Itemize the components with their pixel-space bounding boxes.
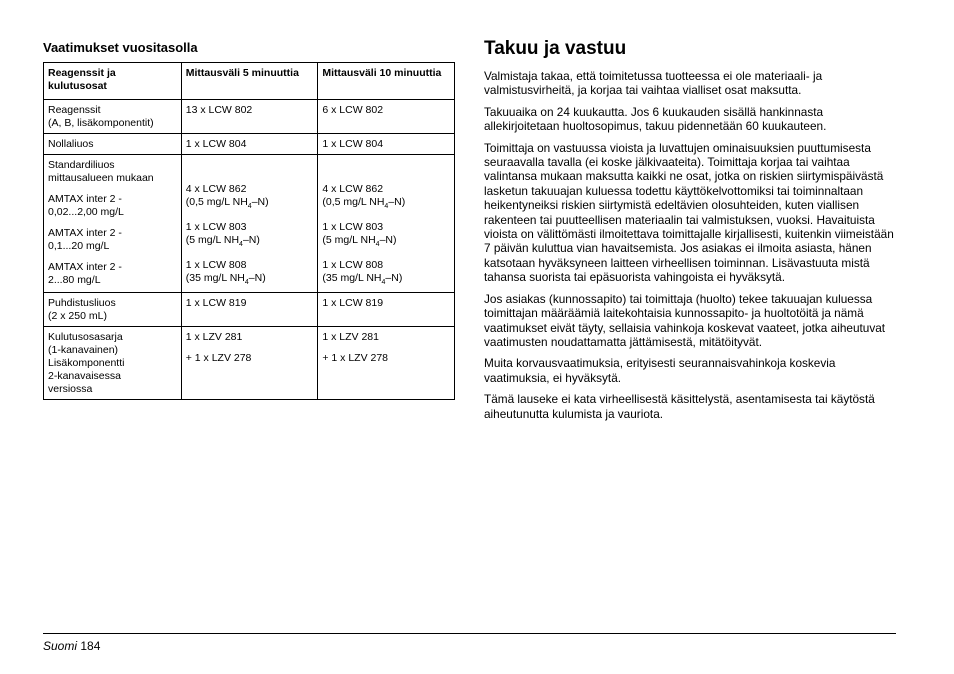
cell-line: (1-kanavainen) [48,344,119,357]
cell-line: 0,02...2,00 mg/L [48,206,124,218]
spacer [322,344,450,352]
cell-line: + 1 x LZV 278 [185,352,252,365]
cell-line: 4 x LCW 862 [322,183,384,195]
cell-line: 1 x LCW 819 [322,297,384,310]
table-cell [318,100,455,134]
spacer [322,167,450,175]
spacer [186,167,314,175]
cell-line: 1 x LCW 803 [322,221,384,234]
table-cell [318,293,455,327]
cell-line: 1 x LCW 804 [322,138,384,150]
table-cell [44,327,182,400]
cell-line: (0,5 mg/L $NH_4-N$) [185,196,269,211]
cell-line: 2-kanavaisessa [48,370,121,383]
cell-line: Standardiliuos [48,159,115,171]
table-cell [181,327,318,400]
table-cell [181,293,318,327]
cell-line: 1 x LCW 804 [185,138,247,150]
table-row [44,293,455,327]
cell-line: Reagenssit [48,104,101,116]
table-cell [181,100,318,134]
cell-line: Kulutusosasarja [48,331,123,344]
table-row [44,100,455,134]
cell-line: (2 x 250 mL) [48,310,107,323]
table-cell [318,134,455,155]
table-row [44,327,455,400]
spacer [48,219,177,227]
table-cell [44,293,182,327]
paragraph: Tämä lauseke ei kata virheellisestä käsittelystä, asentamisesta tai käytöstä aiheutunutta kulumista ja vauriota. [484,392,875,421]
paragraph: Valmistaja takaa, että toimitetussa tuotteessa ei ole materiaali- ja valmistusvirheitä, ja korjaa tai vaihtaa vialliset osat maksutta. [484,69,823,98]
cell-line: Puhdistusliuos [48,297,116,310]
paragraph: Muita korvausvaatimuksia, erityisesti seurannaisvahinkoja koskevia vaatimuksia, ei hyväksytä. [484,356,836,385]
table-body [44,100,455,400]
cell-line: AMTAX inter 2 - [48,227,122,239]
cell-line: (35 mg/L $NH_4-N$) [185,272,266,287]
cell-line: 1 x LCW 808 [322,259,384,272]
paragraph: Jos asiakas (kunnossapito) tai toimittaja (huolto) tekee takuuajan kuluessa toimittajan määräämiä laitekohtaisia kunnossapito- ja huoltotöitä ja nämä vaatimukset eivät täyty, sellaisia vahinkoja koskevat vaateet, jotka aiheutuvat vaatimusten noudattamatta jättämisestä, mitätöityvät. [484,291,886,349]
column-header: Mittausväli 5 minuuttia [181,63,318,100]
cell-line: (5 mg/L $NH_4-N$) [322,234,397,249]
table-cell [318,155,455,293]
column-header: Mittausväli 10 minuuttia [318,63,455,100]
paragraph: Takuuaika on 24 kuukautta. Jos 6 kuukauden sisällä hankinnasta allekirjoitetaan huoltosopimus, takuu pidennetään 60 kuukauteen. [484,104,827,134]
requirements-section [43,40,455,400]
spacer [186,175,314,183]
cell-line: 1 x LCW 808 [185,259,247,272]
cell-line: + 1 x LZV 278 [322,352,389,365]
cell-line: AMTAX inter 2 - [48,261,122,273]
footer-language: Suomi [43,639,78,653]
cell-line: versiossa [48,383,93,396]
table-cell [181,134,318,155]
cell-line: (A, B, lisäkomponentit) [48,117,154,129]
spacer [322,175,450,183]
section-title: Takuu ja vastuu [484,38,627,59]
cell-line: 1 x LCW 819 [185,297,247,310]
spacer [186,251,314,259]
table-header-row [44,63,455,100]
cell-line: (5 mg/L $NH_4-N$) [185,234,260,249]
spacer [48,185,177,193]
page-footer [43,639,100,653]
cell-line: 0,1...20 mg/L [48,240,110,252]
spacer [186,159,314,167]
cell-line: 13 x LCW 802 [185,104,253,116]
table-cell [318,327,455,400]
page-number: 184 [80,639,101,653]
spacer [322,159,450,167]
table-row [44,155,455,293]
cell-line: mittausalueen mukaan [48,172,154,184]
spacer [322,251,450,259]
cell-line: Nollaliuos [48,138,94,150]
table-cell [44,155,182,293]
cell-line: Lisäkomponentti [48,357,125,370]
cell-line: 2...80 mg/L [48,274,101,286]
cell-line: AMTAX inter 2 - [48,193,122,205]
cell-line: 4 x LCW 862 [185,183,247,195]
cell-line: 1 x LZV 281 [322,331,379,344]
table-cell [44,100,182,134]
table-cell [44,134,182,155]
warranty-section [484,38,894,428]
section-heading: Vaatimukset vuositasolla [43,40,198,55]
column-header: Reagenssit ja kulutusosat [44,63,182,100]
cell-line: 1 x LZV 281 [185,331,243,344]
cell-line: (0,5 mg/L $NH_4-N$) [322,196,406,211]
table-cell [181,155,318,293]
spacer [48,253,177,261]
table-row [44,134,455,155]
cell-line: 6 x LCW 802 [322,104,384,116]
footer-divider [43,633,896,634]
requirements-table [43,62,455,400]
spacer [186,213,314,221]
spacer [186,344,314,352]
warranty-text [484,69,894,421]
paragraph: Toimittaja on vastuussa vioista ja luvattujen ominaisuuksien puuttumisesta seuraavalla tavalla (ei koske jälkivaateita). Toimittaja korjaa tai vaihtaa valintansa mukaan maksutta kaikki ne osat, jotka on riskien siirtymispäivästä lasketun takuuajan kuluessa todettu käyttökelvottomiksi tai toiminnaltaan heikentyneiksi riskien siirtymistä edeltävien olosuhteiden, kuten viallisen rakenteen tai puutteellisen materiaalin tai valmistuksen, vuoksi. Havaituista vioista on välittömästi ilmoitettava toimittajalle kirjallisesti, kuitenkin viimeistään 7 päivän kuluttua vian havaitsemista. Jos asiakas ei ilmoita asiasta, hänen katsotaan hyväksyneen laitteen virheellisen toiminnan. Lisävastuuta mistä tahansa suorista tai epäsuorista vahingoista ei hyväksytä. [484,140,894,285]
cell-line: 1 x LCW 803 [185,221,247,234]
spacer [322,213,450,221]
cell-line: (35 mg/L $NH_4-N$) [322,272,403,287]
